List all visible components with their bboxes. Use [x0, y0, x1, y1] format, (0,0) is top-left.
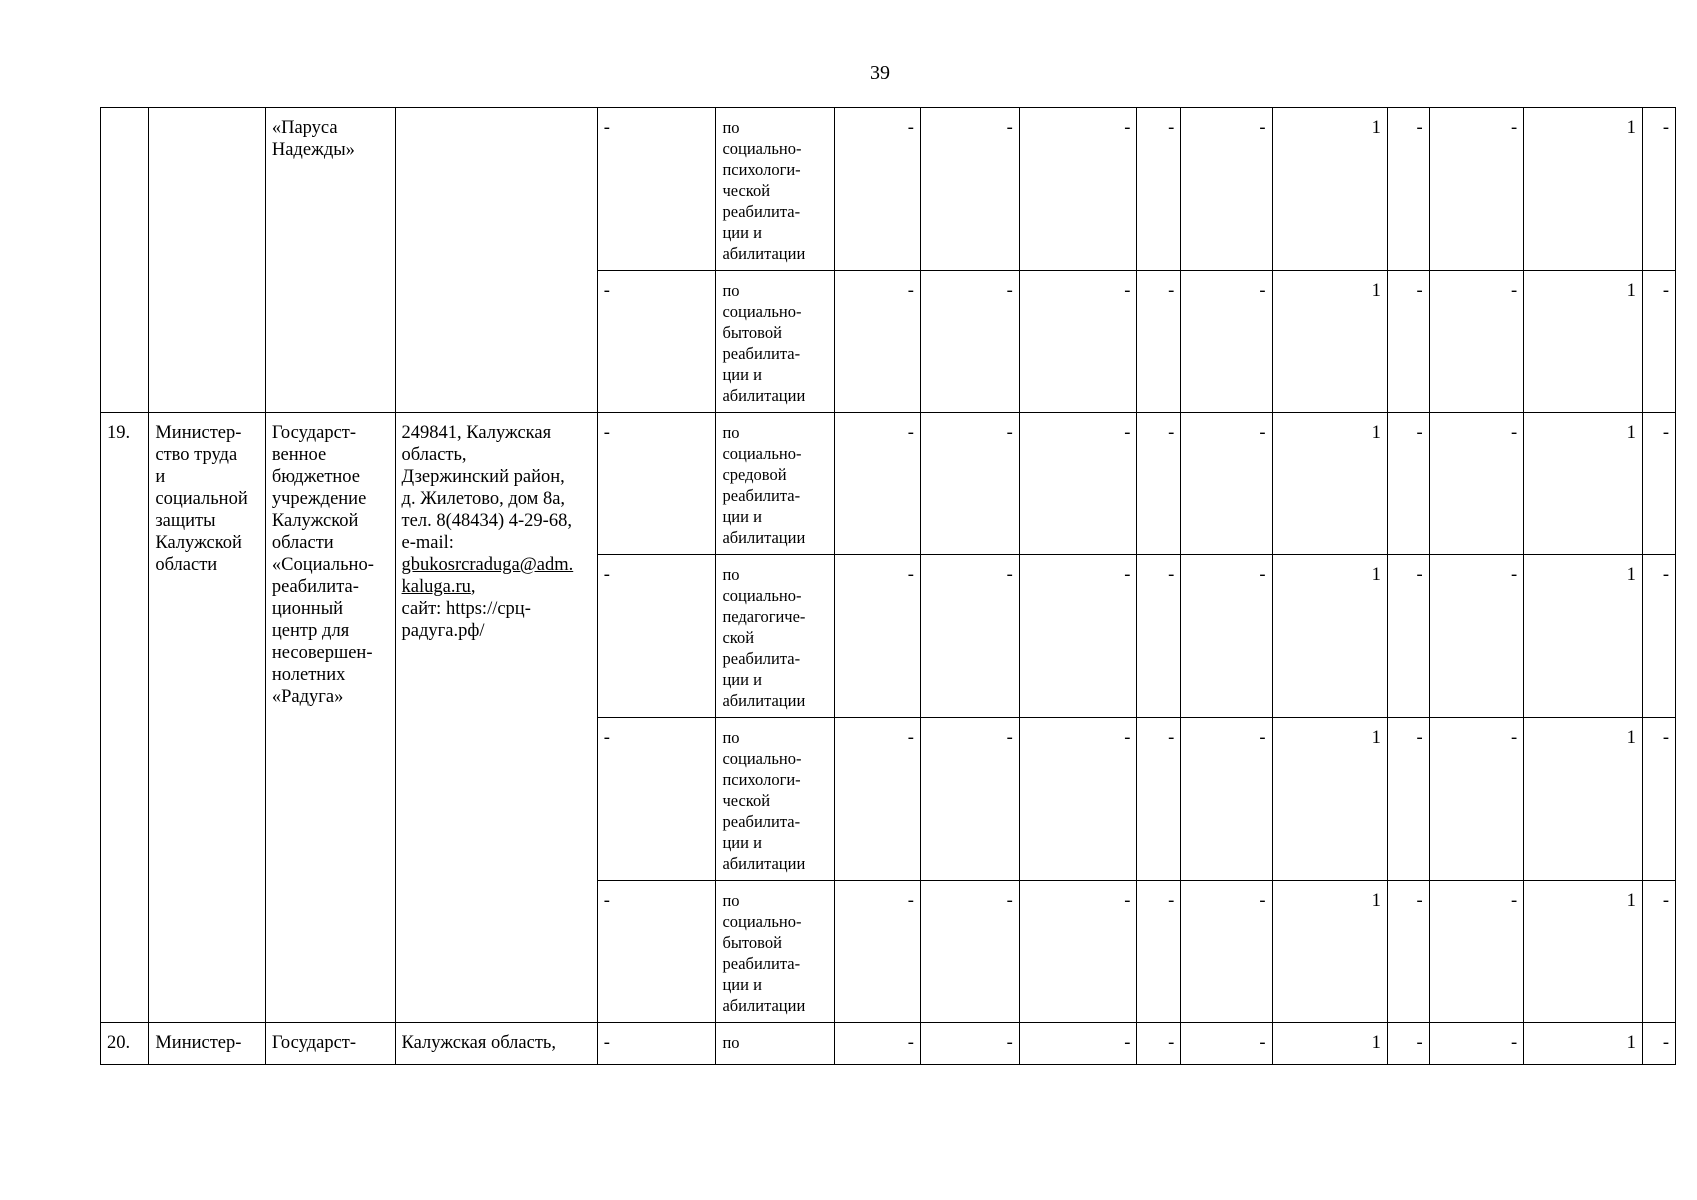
org-name-line: бюджетное	[271, 467, 360, 487]
service-name-line: психологи-	[722, 770, 801, 789]
value-cell: -	[835, 108, 921, 271]
service-name-line: абилитации	[722, 386, 806, 405]
service-name-line: ции и	[722, 365, 762, 384]
facilities-table	[100, 107, 1676, 1065]
value-cell: -	[835, 881, 921, 1023]
service-name-line: по	[722, 891, 740, 910]
value-cell: -	[1019, 108, 1137, 271]
org-name-cell	[265, 413, 395, 1023]
service-name-line: социально-	[722, 912, 802, 931]
page-number: 39	[870, 62, 890, 84]
org-name-line: ционный	[271, 599, 344, 619]
value-cell: -	[1019, 1023, 1137, 1065]
address-line: д. Жилетово, дом 8а,	[401, 489, 566, 509]
dash-cell: -	[597, 1023, 716, 1065]
value-cell: -	[920, 881, 1019, 1023]
value-cell: -	[835, 413, 921, 555]
service-name-line: реабилита-	[722, 486, 801, 505]
value-cell: 1	[1524, 271, 1643, 413]
email-line	[402, 554, 591, 576]
ministry-cell	[149, 108, 266, 413]
service-name-line: по	[722, 728, 740, 747]
value-cell: -	[1429, 413, 1524, 555]
table-row	[101, 413, 1676, 555]
service-name-line: ции и	[722, 670, 762, 689]
value-cell: -	[1642, 271, 1675, 413]
value-cell: -	[1387, 108, 1429, 271]
ministry-line: ство труда	[155, 445, 238, 465]
ministry-line: и	[155, 467, 166, 487]
dash-cell: -	[597, 108, 716, 271]
table-row	[101, 1023, 1676, 1065]
value-cell: -	[835, 718, 921, 881]
ministry-line: Калужской	[155, 533, 242, 553]
value-cell: -	[1137, 881, 1181, 1023]
service-name-line: по	[722, 281, 740, 300]
service-name-line: по	[722, 565, 740, 584]
value-cell: 1	[1272, 271, 1387, 413]
row-num-cell: 19.	[101, 413, 149, 1023]
value-cell: 1	[1272, 555, 1387, 718]
dash-cell: -	[597, 718, 716, 881]
value-cell: -	[920, 108, 1019, 271]
address-line: 249841, Калужская	[401, 423, 552, 443]
service-name-line: ции и	[722, 975, 762, 994]
service-name-line: ции и	[722, 833, 762, 852]
value-cell: -	[1429, 1023, 1524, 1065]
service-name-line: бытовой	[722, 933, 782, 952]
value-cell: 1	[1524, 718, 1643, 881]
org-name-line: «Паруса	[271, 118, 338, 138]
dash-cell: -	[597, 555, 716, 718]
service-name-line: педагогиче-	[722, 607, 806, 626]
value-cell: -	[835, 555, 921, 718]
org-name-line: нолетних	[271, 665, 346, 685]
value-cell: -	[920, 555, 1019, 718]
value-cell: 1	[1272, 108, 1387, 271]
service-name-cell	[716, 881, 835, 1023]
ministry-line: Министер-	[155, 423, 242, 443]
value-cell: -	[1137, 413, 1181, 555]
value-cell: -	[1429, 718, 1524, 881]
org-name-line: Государст-	[271, 423, 357, 443]
service-name-line: реабилита-	[722, 812, 801, 831]
org-name-line: реабилита-	[271, 577, 359, 597]
value-cell: -	[1019, 413, 1137, 555]
value-cell: -	[1387, 718, 1429, 881]
service-name-line: ции и	[722, 223, 762, 242]
value-cell: -	[1387, 1023, 1429, 1065]
value-cell: -	[1642, 1023, 1675, 1065]
service-name-line: по	[722, 423, 740, 442]
ministry-cell	[149, 413, 266, 1023]
service-name-line: средовой	[722, 465, 787, 484]
address-cell	[395, 413, 597, 1023]
value-cell: -	[1019, 881, 1137, 1023]
service-name-line: ской	[722, 628, 755, 647]
value-cell: 1	[1524, 881, 1643, 1023]
service-name-line: ции и	[722, 507, 762, 526]
value-cell: -	[1387, 881, 1429, 1023]
service-name-line: социально-	[722, 749, 802, 768]
org-name-cell: Государст-	[265, 1023, 395, 1065]
org-name-line: учреждение	[271, 489, 367, 509]
value-cell: 1	[1272, 881, 1387, 1023]
value-cell: -	[1181, 555, 1272, 718]
value-cell: -	[1429, 881, 1524, 1023]
service-name-line: реабилита-	[722, 954, 801, 973]
email-link[interactable]: gbukosrcraduga@adm.	[401, 555, 574, 575]
address-cell	[395, 108, 597, 413]
value-cell: -	[1387, 555, 1429, 718]
service-name-line: абилитации	[722, 528, 806, 547]
value-cell: -	[1642, 718, 1675, 881]
service-name-line: ческой	[722, 791, 771, 810]
value-cell: -	[1137, 1023, 1181, 1065]
value-cell: -	[1019, 718, 1137, 881]
value-cell: -	[1642, 108, 1675, 271]
value-cell: -	[1642, 413, 1675, 555]
value-cell: -	[1137, 108, 1181, 271]
value-cell: 1	[1272, 1023, 1387, 1065]
value-cell: -	[1181, 108, 1272, 271]
service-name-cell	[716, 271, 835, 413]
value-cell: -	[1387, 271, 1429, 413]
site-line: сайт: https://срц-	[401, 599, 531, 619]
ministry-cell: Министер-	[149, 1023, 266, 1065]
email-link[interactable]: kaluga.ru	[401, 577, 471, 597]
service-name-line: абилитации	[722, 244, 806, 263]
service-name-line: ческой	[722, 181, 771, 200]
service-name-line: реабилита-	[722, 649, 801, 668]
dash-cell: -	[597, 881, 716, 1023]
value-cell: 1	[1524, 108, 1643, 271]
value-cell: -	[835, 1023, 921, 1065]
value-cell: -	[920, 413, 1019, 555]
value-cell: -	[1429, 108, 1524, 271]
table-row	[101, 108, 1676, 271]
org-name-line: венное	[271, 445, 327, 465]
value-cell: -	[1137, 271, 1181, 413]
value-cell: 1	[1524, 555, 1643, 718]
value-cell: 1	[1272, 413, 1387, 555]
address-line: Дзержинский район,	[401, 467, 565, 487]
org-name-line: Надежды»	[271, 140, 355, 160]
row-num-cell	[101, 108, 149, 413]
service-name-line: социально-	[722, 302, 802, 321]
ministry-line: социальной	[155, 489, 248, 509]
value-cell: -	[1181, 881, 1272, 1023]
service-name-line: реабилита-	[722, 344, 801, 363]
value-cell: -	[1642, 881, 1675, 1023]
service-name-line: бытовой	[722, 323, 782, 342]
value-cell: -	[1387, 413, 1429, 555]
value-cell: 1	[1272, 718, 1387, 881]
service-name-line: абилитации	[722, 854, 806, 873]
service-name-line: по	[722, 118, 740, 137]
service-name-line: социально-	[722, 139, 802, 158]
email-line	[402, 576, 591, 598]
service-name-line: социально-	[722, 444, 802, 463]
service-name-line: психологи-	[722, 160, 801, 179]
service-name-line: реабилита-	[722, 202, 801, 221]
org-name-cell	[265, 108, 395, 413]
value-cell: -	[1181, 718, 1272, 881]
value-cell: -	[920, 718, 1019, 881]
value-cell: -	[835, 271, 921, 413]
org-name-line: области	[271, 533, 334, 553]
address-line: тел. 8(48434) 4-29-68,	[401, 511, 572, 531]
service-name-line: абилитации	[722, 691, 806, 710]
row-num-cell: 20.	[101, 1023, 149, 1065]
org-name-line: «Радуга»	[271, 687, 344, 707]
service-name-line: социально-	[722, 586, 802, 605]
org-name-line: «Социально-	[271, 555, 374, 575]
org-name-line: центр для	[271, 621, 350, 641]
ministry-line: области	[155, 555, 218, 575]
value-cell: -	[1137, 555, 1181, 718]
address-line: область,	[401, 445, 467, 465]
ministry-line: защиты	[155, 511, 216, 531]
value-cell: -	[1019, 271, 1137, 413]
value-cell: -	[920, 271, 1019, 413]
value-cell: -	[1019, 555, 1137, 718]
value-cell: -	[1642, 555, 1675, 718]
value-cell: -	[1137, 718, 1181, 881]
service-name-line: абилитации	[722, 996, 806, 1015]
value-cell: -	[1429, 555, 1524, 718]
value-cell: -	[1181, 271, 1272, 413]
value-cell: -	[1429, 271, 1524, 413]
dash-cell: -	[597, 271, 716, 413]
value-cell: -	[920, 1023, 1019, 1065]
value-cell: -	[1181, 413, 1272, 555]
email-suffix: ,	[470, 577, 476, 597]
service-name-cell	[716, 413, 835, 555]
value-cell: 1	[1524, 413, 1643, 555]
org-name-line: Калужской	[271, 511, 359, 531]
service-name-cell	[716, 555, 835, 718]
dash-cell: -	[597, 413, 716, 555]
value-cell: 1	[1524, 1023, 1643, 1065]
site-line: радуга.рф/	[401, 621, 485, 641]
value-cell: -	[1181, 1023, 1272, 1065]
org-name-line: несовершен-	[271, 643, 373, 663]
address-line: e-mail:	[401, 533, 454, 553]
service-name-cell	[716, 108, 835, 271]
service-name-cell	[716, 718, 835, 881]
service-name-cell: по	[716, 1023, 835, 1065]
address-cell: Калужская область,	[395, 1023, 597, 1065]
